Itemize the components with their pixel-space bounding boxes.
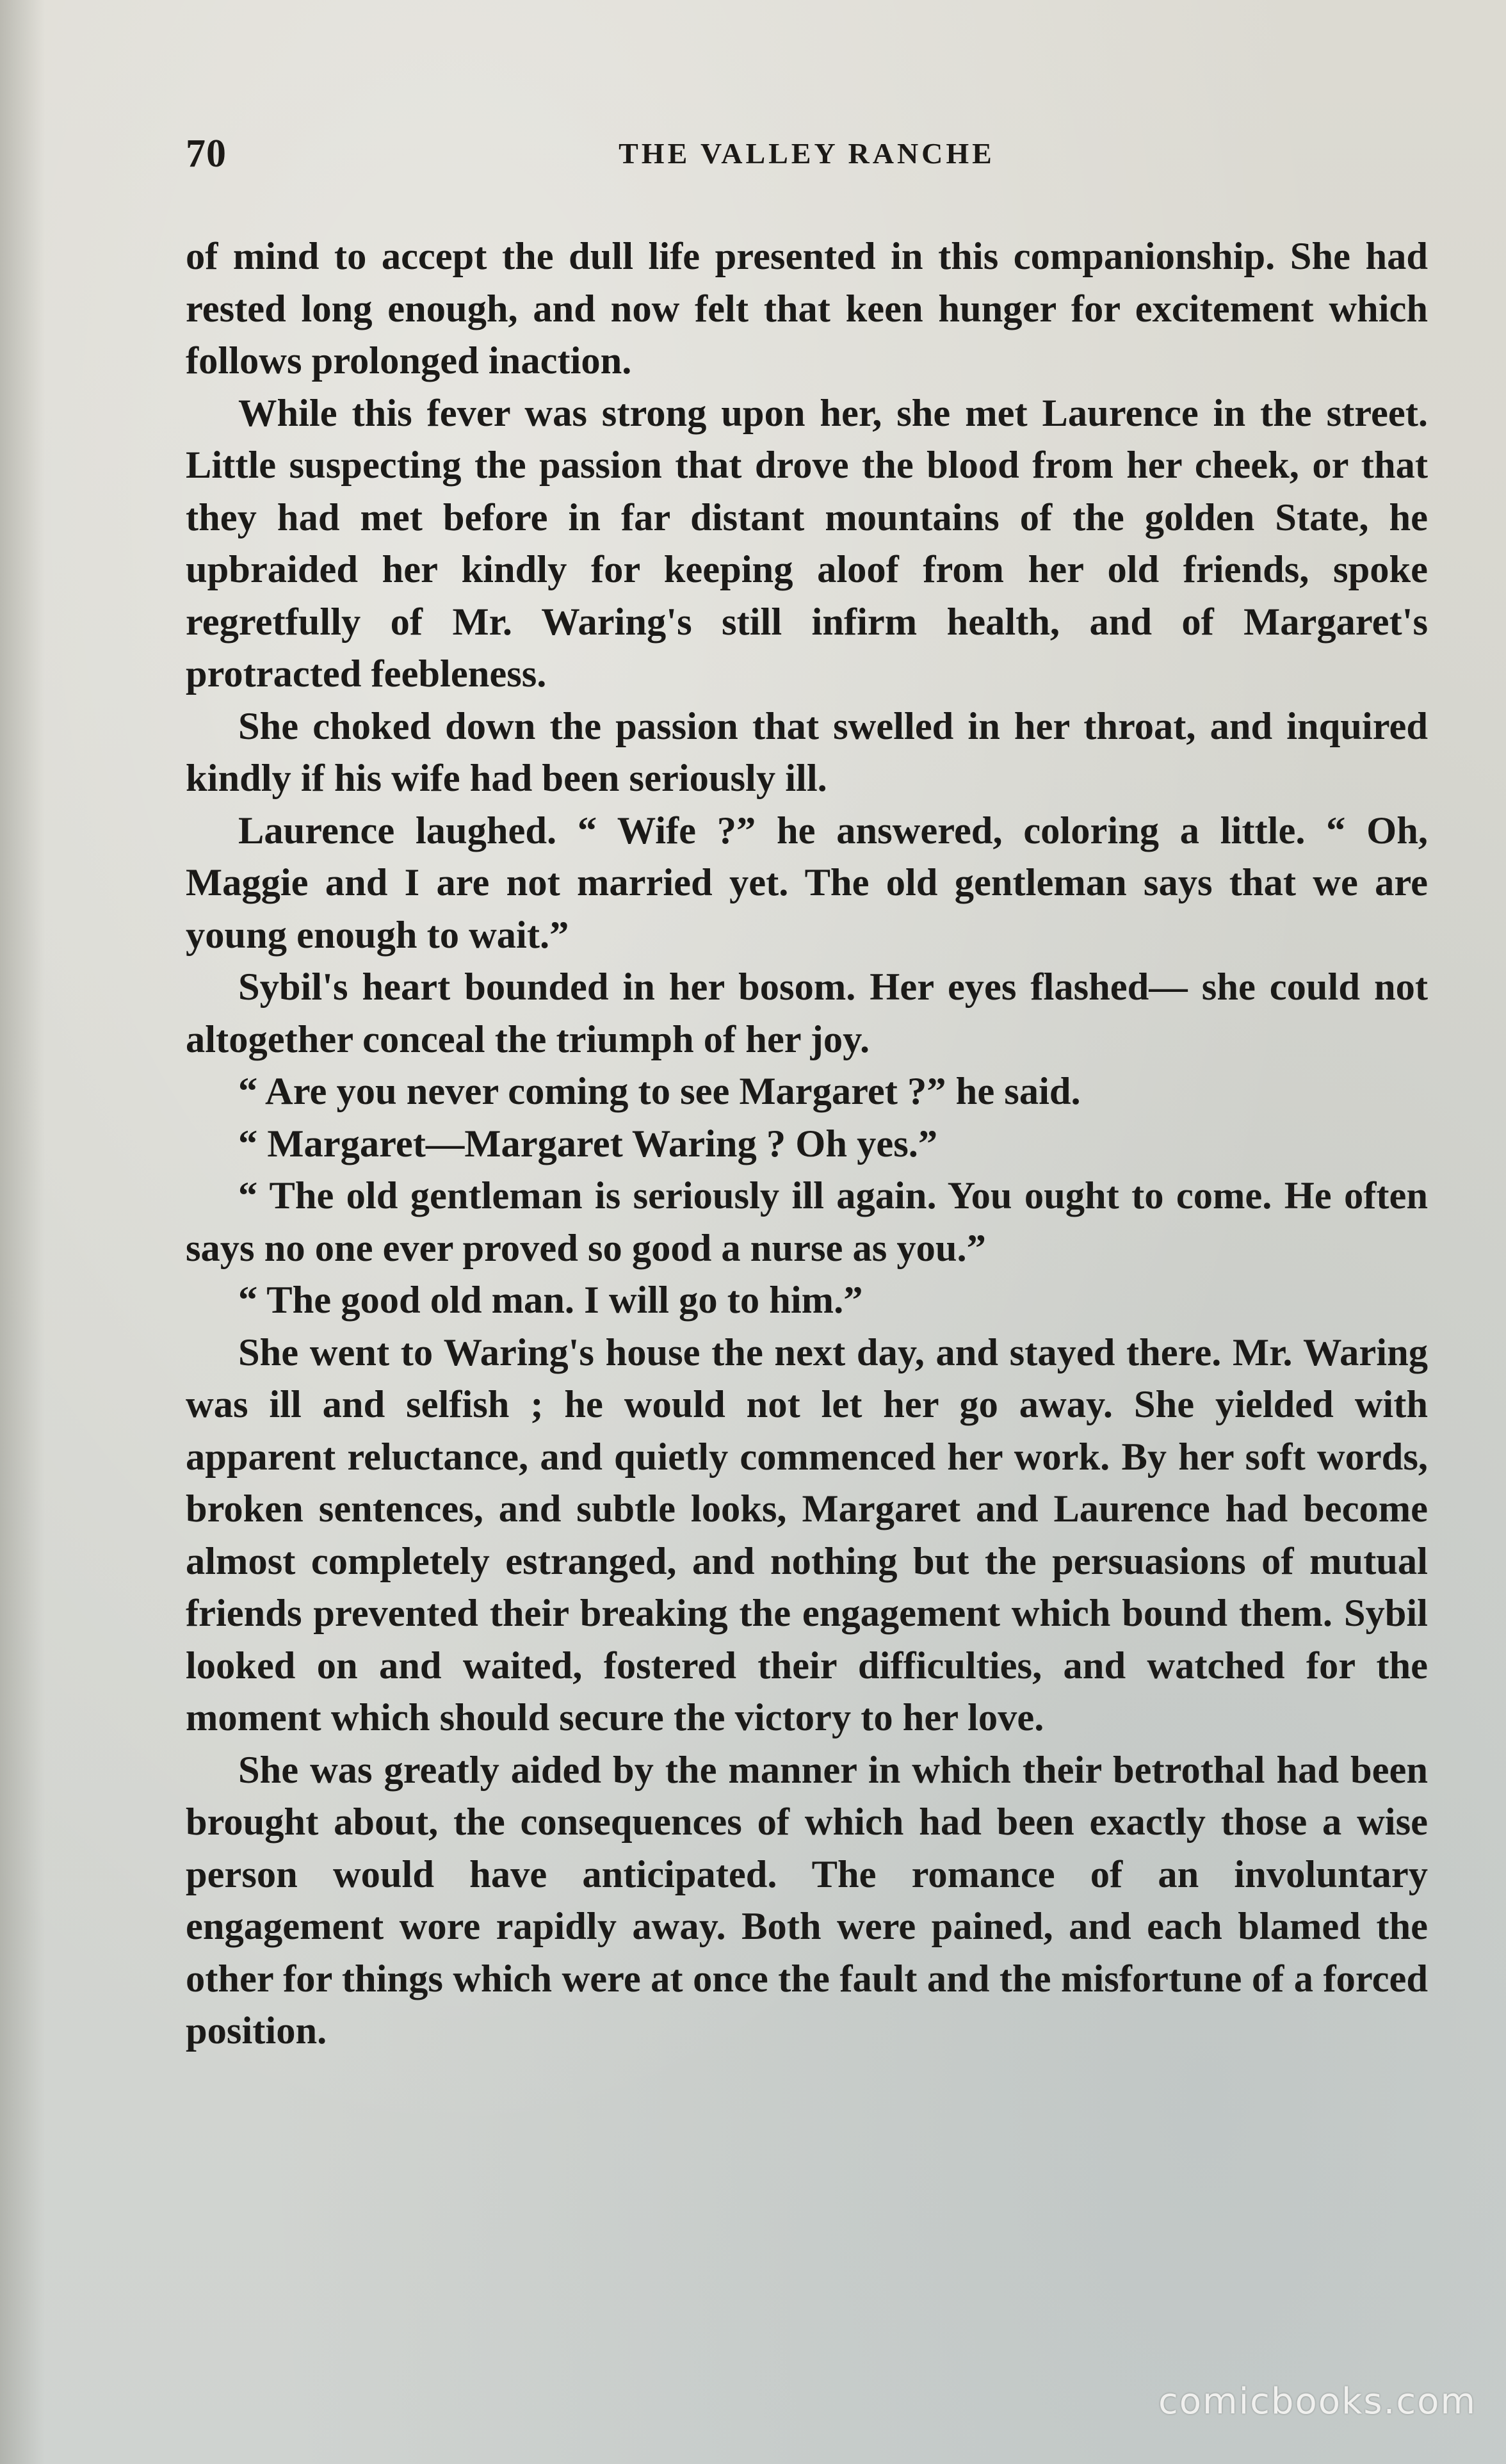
- page-number: 70: [186, 132, 227, 175]
- paragraph: “ Are you never coming to see Margaret ?” he said.: [238, 1070, 1081, 1113]
- paragraph: Laurence laughed. “ Wife ?” he answered, coloring a little. “ Oh, Maggie and I are not married yet. The old gentleman says that we are young enough to wait.”: [186, 809, 1428, 957]
- paragraph: She choked down the passion that swelled in her throat, and inquired kindly if his wife had been seriously ill.: [186, 704, 1428, 800]
- paragraph: She was greatly aided by the manner in which their betrothal had been brought about, the consequences of which had been exactly those a wise person would have anticipated. The romance of an involuntary engagement wore rapidly away. Both were pained, and each blamed the other for things which were at once the fault and the misfortune of a forced position.: [186, 1748, 1428, 2052]
- paragraph: “ The old gentleman is seriously ill again. You ought to come. He often says no one ever proved so good a nurse as you.”: [186, 1174, 1428, 1270]
- page-header: [186, 131, 1428, 189]
- paragraph: “ The good old man. I will go to him.”: [238, 1279, 863, 1322]
- site-watermark: comicbooks.com: [1158, 2381, 1477, 2422]
- page-gutter-shadow: [0, 0, 45, 2464]
- body-text: [186, 231, 1428, 2057]
- running-title: THE VALLEY RANCHE: [619, 137, 995, 170]
- paragraph: of mind to accept the dull life presented in this companionship. She had rested long enough, and now felt that keen hunger for excitement which follows prolonged inaction.: [186, 235, 1428, 382]
- paragraph: While this fever was strong upon her, she met Laurence in the street. Little suspecting the passion that drove the blood from her cheek, or that they had met before in far distant mountains of the golden State, he upbraided her kindly for keeping aloof from her old friends, spoke regretfully of Mr. Waring's still infirm health, and of Margaret's protracted feebleness.: [186, 391, 1428, 695]
- paragraph: “ Margaret—Margaret Waring ? Oh yes.”: [238, 1122, 938, 1165]
- paragraph: She went to Waring's house the next day, and stayed there. Mr. Waring was ill and selfish ; he would not let her go away. She yielded with apparent reluctance, and quietly commenced her work. By her soft words, broken sentences, and subtle looks, Margaret and Laurence had become almost completely estranged, and nothing but the persuasions of mutual friends prevented their breaking the engagement which bound them. Sybil looked on and waited, fostered their difficulties, and watched for the moment which should secure the victory to her love.: [186, 1331, 1428, 1739]
- paragraph: Sybil's heart bounded in her bosom. Her eyes flashed— she could not altogether conceal the triumph of her joy.: [186, 966, 1428, 1061]
